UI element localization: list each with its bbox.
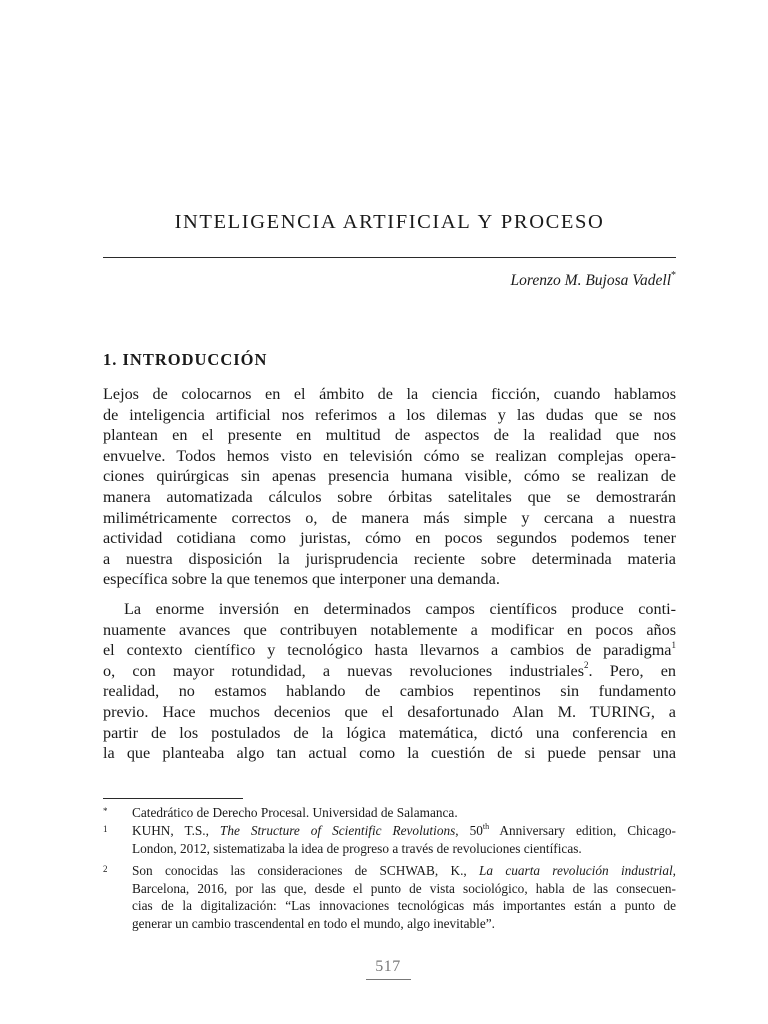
paragraph-introduction: [103, 384, 676, 590]
text-span: Anniversary edition, Chicago-: [489, 823, 676, 838]
text-line: [103, 640, 676, 661]
book-title: The Structure of Scientific Revolutions: [219, 823, 456, 838]
footnote-mark: 2: [103, 864, 108, 874]
text-line: actividad cotidiana como juristas, cómo en pocos segundos podemos tener: [103, 529, 676, 548]
author-name: Lorenzo M. Bujosa Vadell: [510, 272, 671, 290]
footnote-ref-1[interactable]: 1: [671, 639, 676, 650]
text-line: previo. Hace muchos decenios que el desafortunado Alan M. TURING, a: [103, 702, 676, 721]
paragraph-investment: [103, 599, 676, 764]
footnote-text: London, 2012, sistematizaba la idea de progreso a través de revoluciones científicas.: [132, 840, 582, 856]
text-span: ,: [672, 863, 676, 878]
footnote-1: [103, 822, 676, 857]
footnote-text: [132, 822, 676, 840]
footnote-text: Barcelona, 2016, por las que, desde el punto de vista sociológico, habla de las consecuen-: [132, 880, 676, 896]
footnote-text: generar un cambio trascendental en todo el mundo, algo inevitable”.: [132, 915, 495, 931]
author-line: [511, 271, 676, 290]
footnote-2: [103, 862, 676, 932]
title-divider: [103, 257, 676, 258]
text-span: el contexto científico y tecnológico hasta llevarnos a cambios de paradigma: [103, 641, 672, 660]
footnote-text: cias de la digitalización: “Las innovaciones tecnológicas más importantes están a punto de: [132, 898, 676, 913]
text-line: partir de los postulados de la lógica matemática, dictó una conferencia en: [103, 723, 676, 742]
text-line: plantean en el presente en multitud de aspectos de la realidad que nos: [103, 426, 676, 445]
footnote-mark: 1: [103, 824, 108, 834]
text-line: envuelve. Todos hemos visto en televisión cómo se realizan complejas opera-: [103, 446, 676, 465]
text-line: manera automatizada cálculos sobre órbitas satelitales que se demostrarán: [103, 487, 676, 506]
text-span: . Pero, en: [588, 661, 676, 680]
text-line: de inteligencia artificial nos referimos a los dilemas y las dudas que se nos: [103, 405, 676, 424]
footnote-divider: [103, 798, 243, 799]
author-footnote-mark[interactable]: *: [671, 270, 676, 281]
ordinal-suffix: th: [482, 821, 490, 831]
text-line: milimétricamente correctos o, de manera más simple y cercana a nuestra: [103, 508, 676, 527]
text-line: realidad, no estamos hablando de cambios repentinos sin fundamento: [103, 682, 676, 701]
footnote-text: [132, 862, 676, 880]
text-line: La enorme inversión en determinados campos científicos produce conti-: [124, 600, 676, 618]
text-line: [103, 661, 676, 682]
text-line: la que planteaba algo tan actual como la cuestión de si puede pensar una: [103, 744, 676, 763]
book-title: La cuarta revolución industrial: [479, 863, 673, 878]
footnote-text: Catedrático de Derecho Procesal. Universidad de Salamanca.: [132, 805, 458, 820]
text-line: ciones quirúrgicas sin apenas presencia humana visible, cómo se realizan de: [103, 467, 676, 486]
text-span: o, con mayor rotundidad, a nuevas revoluciones industriales: [103, 661, 585, 680]
page-number: 517: [375, 958, 401, 975]
text-line: a nuestra disposición la jurisprudencia reciente sobre determinada materia: [103, 549, 676, 568]
footnote-ref-2[interactable]: 2: [584, 660, 589, 671]
chapter-title: INTELIGENCIA ARTIFICIAL Y PROCESO: [174, 211, 605, 233]
footnote-author: [103, 804, 676, 822]
text-line: específica sobre la que tenemos que interponer una demanda.: [103, 570, 500, 589]
footnote-mark: *: [103, 806, 108, 816]
text-line: nuamente avances que contribuyen notablemente a modificar en pocos años: [103, 620, 676, 639]
page-number-underline: [366, 979, 411, 980]
section-heading: 1. INTRODUCCIÓN: [103, 350, 268, 369]
text-span: , 50: [455, 823, 483, 838]
text-span: Son conocidas las consideraciones de SCHWAB, K.,: [132, 863, 479, 878]
text-span: KUHN, T.S.,: [132, 823, 220, 838]
text-line: Lejos de colocarnos en el ámbito de la ciencia ficción, cuando hablamos: [103, 385, 676, 403]
